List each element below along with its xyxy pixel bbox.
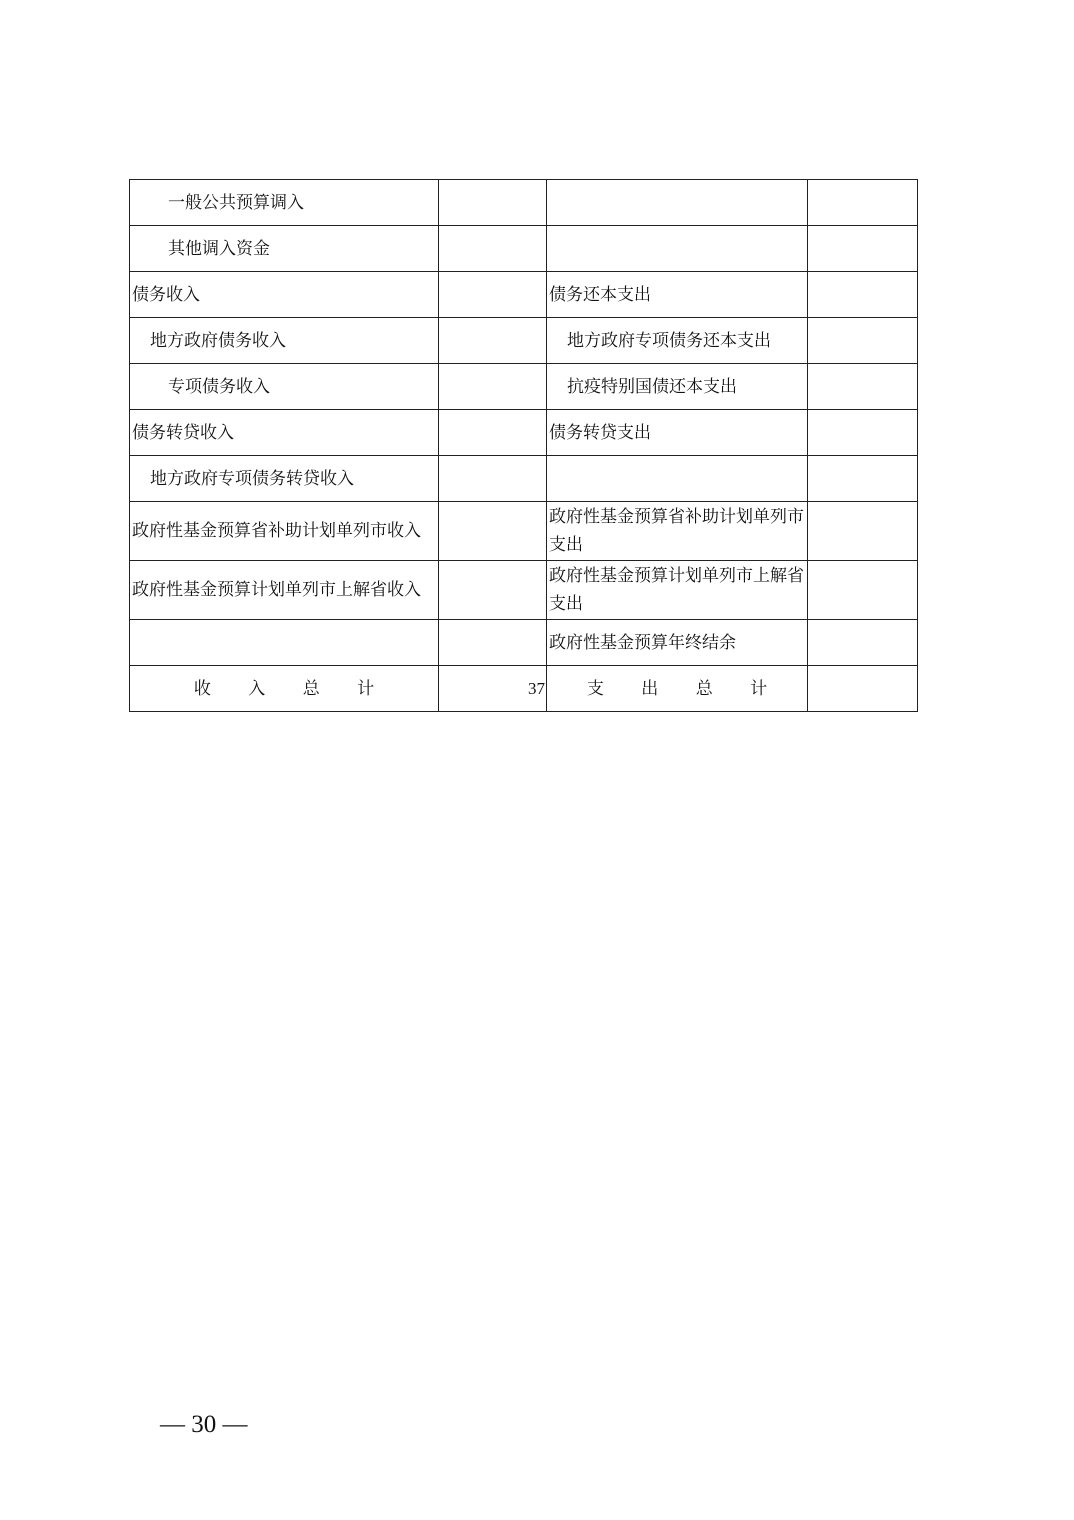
expense-value xyxy=(808,620,918,666)
income-value xyxy=(439,226,547,272)
income-total-value: 37 xyxy=(439,666,547,712)
expense-label xyxy=(547,226,808,272)
income-label: 债务转贷收入 xyxy=(130,410,439,456)
income-value xyxy=(439,364,547,410)
expense-value xyxy=(808,410,918,456)
table-row xyxy=(130,272,918,318)
expense-value xyxy=(808,272,918,318)
income-total-label: 收入总计 xyxy=(130,666,439,712)
expense-value xyxy=(808,561,918,620)
expense-label: 政府性基金预算计划单列市上解省支出 xyxy=(547,561,808,620)
income-value xyxy=(439,561,547,620)
income-label: 债务收入 xyxy=(130,272,439,318)
expense-value xyxy=(808,226,918,272)
income-label xyxy=(130,620,439,666)
expense-value xyxy=(808,318,918,364)
table-row xyxy=(130,318,918,364)
table-row xyxy=(130,410,918,456)
table-row xyxy=(130,226,918,272)
income-label: 地方政府债务收入 xyxy=(130,318,439,364)
income-value xyxy=(439,502,547,561)
totals-row xyxy=(130,666,918,712)
expense-label xyxy=(547,180,808,226)
income-value xyxy=(439,180,547,226)
table-row xyxy=(130,456,918,502)
table-row xyxy=(130,364,918,410)
income-label: 政府性基金预算计划单列市上解省收入 xyxy=(130,561,439,620)
expense-label: 债务转贷支出 xyxy=(547,410,808,456)
income-value xyxy=(439,410,547,456)
expense-total-label: 支出总计 xyxy=(547,666,808,712)
expense-value xyxy=(808,364,918,410)
table-row xyxy=(130,620,918,666)
income-value xyxy=(439,456,547,502)
income-label: 地方政府专项债务转贷收入 xyxy=(130,456,439,502)
expense-total-value xyxy=(808,666,918,712)
expense-label: 地方政府专项债务还本支出 xyxy=(547,318,808,364)
income-label: 政府性基金预算省补助计划单列市收入 xyxy=(130,502,439,561)
expense-label: 政府性基金预算省补助计划单列市支出 xyxy=(547,502,808,561)
expense-label xyxy=(547,456,808,502)
expense-label: 政府性基金预算年终结余 xyxy=(547,620,808,666)
income-label: 一般公共预算调入 xyxy=(130,180,439,226)
table-row xyxy=(130,180,918,226)
income-label: 专项债务收入 xyxy=(130,364,439,410)
expense-value xyxy=(808,502,918,561)
expense-label: 债务还本支出 xyxy=(547,272,808,318)
page-number: — 30 — xyxy=(160,1411,248,1438)
expense-value xyxy=(808,180,918,226)
expense-value xyxy=(808,456,918,502)
income-value xyxy=(439,620,547,666)
income-label: 其他调入资金 xyxy=(130,226,439,272)
expense-label: 抗疫特别国债还本支出 xyxy=(547,364,808,410)
budget-table xyxy=(129,179,918,712)
income-value xyxy=(439,318,547,364)
income-value xyxy=(439,272,547,318)
table-row xyxy=(130,502,918,561)
table-row xyxy=(130,561,918,620)
